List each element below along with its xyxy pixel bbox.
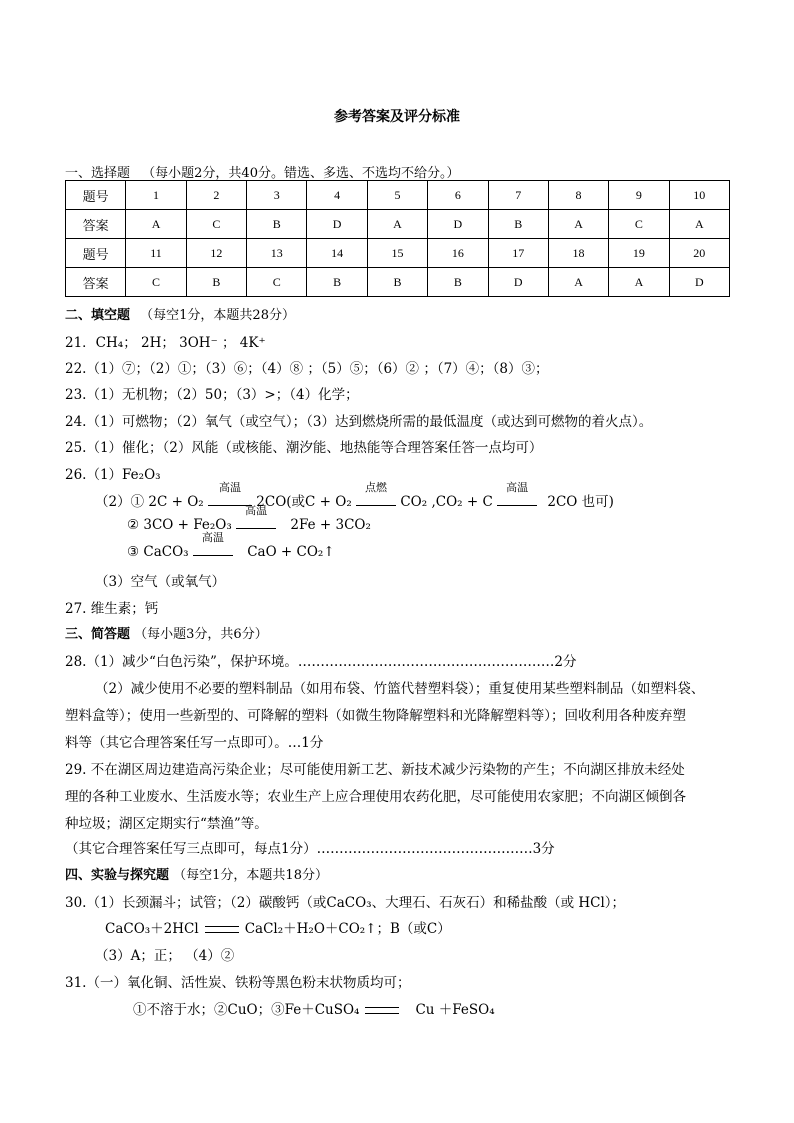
row-label: 题号 bbox=[66, 239, 126, 268]
equation-right: Cu ＋FeSO₄ bbox=[415, 1002, 495, 1018]
answer-30a: 30.（1）长颈漏斗；试管；（2）碳酸钙（或CaCO₃、大理石、石灰石）和稀盐酸（或 HCl）； bbox=[65, 895, 626, 911]
condition-arrow bbox=[356, 481, 396, 510]
equation-middle: 2CO(或C + O₂ bbox=[256, 494, 352, 510]
answer-26-2a bbox=[95, 481, 614, 510]
answer-28-2b: 塑料盒等）；使用一些新型的、可降解的塑料（如微生物降解塑料和光降解塑料等）；回收利用各种废弃塑 bbox=[65, 708, 686, 724]
equation-left: （2）① 2C + O₂ bbox=[95, 494, 204, 510]
answer-26-1: 26.（1）Fe₂O₃ bbox=[65, 467, 161, 483]
equation-left: CaCO₃＋2HCl bbox=[105, 921, 199, 937]
equation-right: 2Fe + 3CO₂ bbox=[290, 517, 371, 533]
table-cell: B bbox=[247, 210, 307, 239]
table-cell: 11 bbox=[126, 239, 186, 268]
table-cell: 6 bbox=[428, 181, 488, 210]
section-1-title: 一、选择题 bbox=[65, 166, 131, 181]
equation-left: ② 3CO + Fe₂O₃ bbox=[127, 517, 232, 533]
table-row bbox=[66, 210, 730, 239]
answer-26-2c bbox=[127, 531, 335, 560]
table-cell: 19 bbox=[609, 239, 669, 268]
table-cell: A bbox=[548, 210, 608, 239]
table-cell: 9 bbox=[609, 181, 669, 210]
answer-23: 23.（1）无机物；（2）50；（3）>；（4）化学； bbox=[65, 387, 359, 403]
answer-31b bbox=[133, 998, 495, 1018]
table-cell: C bbox=[609, 210, 669, 239]
section-4-note: （每空1分，本题共18分） bbox=[173, 868, 328, 883]
table-cell: B bbox=[307, 268, 367, 297]
row-label: 题号 bbox=[66, 181, 126, 210]
answer-29a: 29. 不在湖区周边建造高污染企业；尽可能使用新工艺、新技术减少污染物的产生；不向湖区排放未经处 bbox=[65, 762, 685, 778]
condition-label: 点燃 bbox=[365, 481, 388, 494]
row-label: 答案 bbox=[66, 210, 126, 239]
table-row bbox=[66, 239, 730, 268]
equation-right: CaCl₂＋H₂O＋CO₂↑；B（或C） bbox=[244, 921, 451, 937]
answer-30c: （3）A；正； （4）② bbox=[95, 948, 235, 964]
section-4-title: 四、实验与探究题 bbox=[65, 868, 170, 883]
table-cell: 4 bbox=[307, 181, 367, 210]
answer-21: 21．CH₄； 2H； 3OH⁻ ； 4K⁺ bbox=[65, 335, 266, 351]
section-2-note: （每空1分，本题共28分） bbox=[140, 308, 295, 323]
table-cell: 16 bbox=[428, 239, 488, 268]
table-cell: D bbox=[307, 210, 367, 239]
answer-29b: 理的各种工业废水、生活废水等；农业生产上应合理使用农药化肥，尽可能使用农家肥；不向湖区倾倒各 bbox=[65, 789, 686, 805]
row-label: 答案 bbox=[66, 268, 126, 297]
answer-29c: 种垃圾；湖区定期实行“禁渔”等。 bbox=[65, 816, 268, 832]
answer-28-1: 28.（1）减少“白色污染”，保护环境。…………………………………………………2分 bbox=[65, 654, 577, 670]
equals-sign bbox=[365, 1007, 399, 1014]
table-cell: A bbox=[126, 210, 186, 239]
condition-label: 高温 bbox=[201, 531, 224, 544]
table-cell: B bbox=[488, 210, 548, 239]
condition-label: 高温 bbox=[506, 481, 529, 494]
table-cell: C bbox=[126, 268, 186, 297]
equals-sign bbox=[205, 926, 239, 933]
table-cell: C bbox=[247, 268, 307, 297]
section-3-title: 三、简答题 bbox=[65, 627, 131, 642]
answer-28-2c: 料等（其它合理答案任写一点即可）。…1分 bbox=[65, 735, 324, 751]
equation-right: CaO + CO₂↑ bbox=[247, 544, 335, 560]
answer-26-2b bbox=[127, 504, 371, 533]
answer-27: 27. 维生素；钙 bbox=[65, 601, 159, 617]
table-cell: 3 bbox=[247, 181, 307, 210]
table-cell: 14 bbox=[307, 239, 367, 268]
answer-25: 25.（1）催化；（2）风能（或核能、潮汐能、地热能等合理答案任答一点均可） bbox=[65, 440, 543, 456]
table-cell: A bbox=[669, 210, 729, 239]
answer-table bbox=[65, 180, 730, 297]
table-cell: 8 bbox=[548, 181, 608, 210]
equation-left: ③ CaCO₃ bbox=[127, 544, 189, 560]
table-cell: A bbox=[367, 210, 427, 239]
section-3-note: （每小题3分，共6分） bbox=[134, 627, 268, 642]
table-cell: 20 bbox=[669, 239, 729, 268]
condition-label: 高温 bbox=[245, 504, 268, 517]
condition-arrow bbox=[497, 481, 537, 510]
table-cell: 7 bbox=[488, 181, 548, 210]
table-cell: 13 bbox=[247, 239, 307, 268]
answer-24: 24.（1）可燃物；（2）氧气（或空气）；（3）达到燃烧所需的最低温度（或达到可燃物的着火点）。 bbox=[65, 414, 653, 430]
condition-arrow bbox=[193, 531, 233, 560]
section-2-heading bbox=[65, 304, 295, 323]
table-cell: A bbox=[609, 268, 669, 297]
equation-middle-2: CO₂ ,CO₂ + C bbox=[400, 494, 493, 510]
table-cell: B bbox=[428, 268, 488, 297]
section-4-heading bbox=[65, 864, 328, 883]
table-cell: 15 bbox=[367, 239, 427, 268]
table-cell: A bbox=[548, 268, 608, 297]
table-cell: 18 bbox=[548, 239, 608, 268]
section-1-note: （每小题2分，共40分。错选、多选、不选均不给分。） bbox=[142, 166, 460, 181]
section-1-heading bbox=[65, 162, 459, 181]
answer-26-3: （3）空气（或氧气） bbox=[95, 574, 226, 590]
table-cell: 12 bbox=[186, 239, 246, 268]
answer-30b bbox=[105, 917, 451, 937]
table-cell: 17 bbox=[488, 239, 548, 268]
equation-right: 2CO 也可) bbox=[547, 494, 614, 510]
answer-31a: 31.（一）氧化铜、活性炭、铁粉等黑色粉末状物质均可； bbox=[65, 975, 411, 991]
table-row bbox=[66, 181, 730, 210]
table-cell: D bbox=[488, 268, 548, 297]
table-cell: 5 bbox=[367, 181, 427, 210]
table-cell: C bbox=[186, 210, 246, 239]
table-cell: B bbox=[186, 268, 246, 297]
answer-29d: （其它合理答案任写三点即可，每点1分）…………………………………………3分 bbox=[65, 841, 555, 857]
section-3-heading bbox=[65, 623, 268, 642]
table-cell: 2 bbox=[186, 181, 246, 210]
table-cell: 10 bbox=[669, 181, 729, 210]
condition-arrow bbox=[236, 504, 276, 533]
table-row bbox=[66, 268, 730, 297]
page-title: 参考答案及评分标准 bbox=[334, 109, 460, 125]
answer-28-2a: （2）减少使用不必要的塑料制品（如用布袋、竹篮代替塑料袋）；重复使用某些塑料制品（如塑料袋、 bbox=[95, 681, 705, 697]
equation-left: ①不溶于水；②CuO；③Fe＋CuSO₄ bbox=[133, 1002, 360, 1018]
condition-label: 高温 bbox=[218, 481, 241, 494]
table-cell: 1 bbox=[126, 181, 186, 210]
table-cell: D bbox=[428, 210, 488, 239]
table-cell: B bbox=[367, 268, 427, 297]
section-2-title: 二、填空题 bbox=[65, 308, 131, 323]
table-cell: D bbox=[669, 268, 729, 297]
answer-22: 22.（1）⑦；（2）①；（3）⑥；（4）⑧ ；（5）⑤；（6）② ；（7）④；（8）③； bbox=[65, 361, 549, 377]
